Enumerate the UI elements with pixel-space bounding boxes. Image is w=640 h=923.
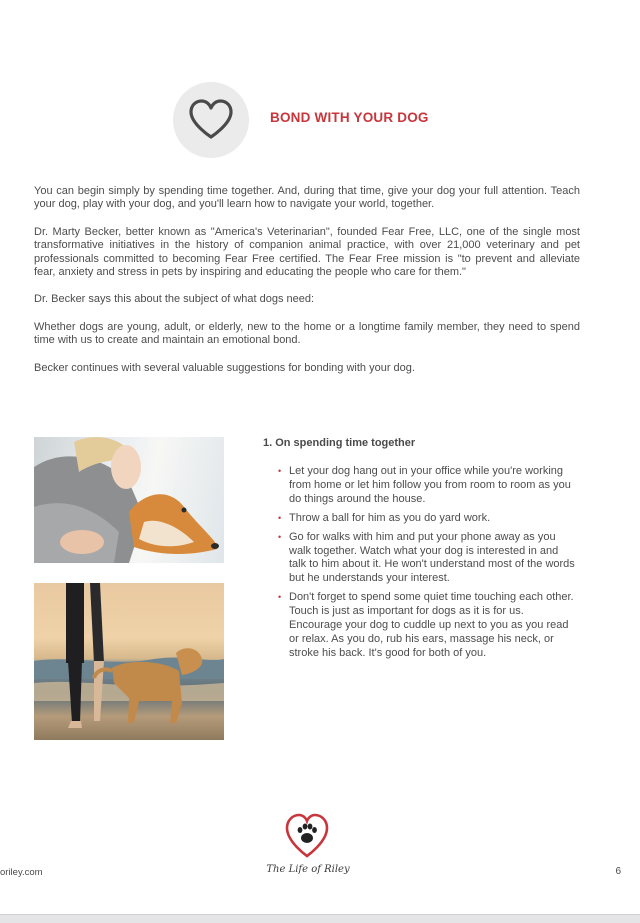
paragraph-becker-bio: Dr. Marty Becker, better known as "America's Veterinarian", founded Fear Free, LLC, one of the single most transformative initiatives in the history of companion animal practice, with over 21,000 veterinary and pet professionals committed to becoming Fear Free certified. The Fear Free mission is "to prevent and alleviate fear, anxiety and stress in pets by inspiring and educating the people who care for them."	[34, 225, 580, 279]
heart-outline-icon	[188, 99, 234, 141]
page-number: 6	[615, 866, 621, 877]
heart-paw-logo	[283, 812, 331, 865]
paragraph-becker-says: Dr. Becker says this about the subject of what dogs need:	[34, 293, 315, 306]
bullet-icon: •	[278, 512, 282, 523]
viewer-bottom-bar	[0, 914, 640, 923]
bullet-icon: •	[278, 592, 282, 603]
section-heading: 1. On spending time together	[263, 437, 416, 449]
list-item-text: Let your dog hang out in your office while you're working from home or let him follow you from room to room as you do things around the house.	[289, 465, 571, 505]
list-item-text: Go for walks with him and put your phone away as you walk together. Watch what your dog is interested in and talk to him about it. He won't understand most of the words but he understands your interest.	[289, 530, 575, 585]
photo-woman-with-dog	[34, 437, 224, 563]
brand-name: The Life of Riley	[266, 864, 350, 875]
list-item	[278, 531, 578, 587]
photo-dog-on-beach	[34, 583, 224, 740]
list-item-text: Throw a ball for him as you do yard work.	[289, 511, 491, 524]
bullet-icon: •	[278, 531, 282, 542]
page-title: BOND WITH YOUR DOG	[270, 110, 429, 125]
body-text	[34, 185, 580, 389]
header-icon-badge	[173, 82, 249, 158]
list-item	[278, 465, 578, 507]
paragraph-intro: You can begin simply by spending time together. And, during that time, give your dog your full attention. Teach your dog, play with your dog, and you'll learn how to navigate your world, together.	[34, 185, 580, 211]
paragraph-suggestions-intro: Becker continues with several valuable suggestions for bonding with your dog.	[34, 361, 415, 374]
list-item	[278, 591, 578, 661]
suggestions-list	[278, 465, 578, 666]
paragraph-quote: Whether dogs are young, adult, or elderly, new to the home or a longtime family member, they need to spend time with us to create and maintain an emotional bond.	[34, 320, 580, 347]
footer-website[interactable]: oriley.com	[0, 867, 43, 878]
bullet-icon: •	[278, 466, 282, 476]
list-item	[278, 512, 578, 526]
list-item-text: Don't forget to spend some quiet time touching each other. Touch is just as important for dogs as it is for us. Encourage your dog to cuddle up next to you as you read or relax. As you do, rub his ears, massage his neck, or stroke his back. It's good for both of you.	[289, 591, 574, 659]
